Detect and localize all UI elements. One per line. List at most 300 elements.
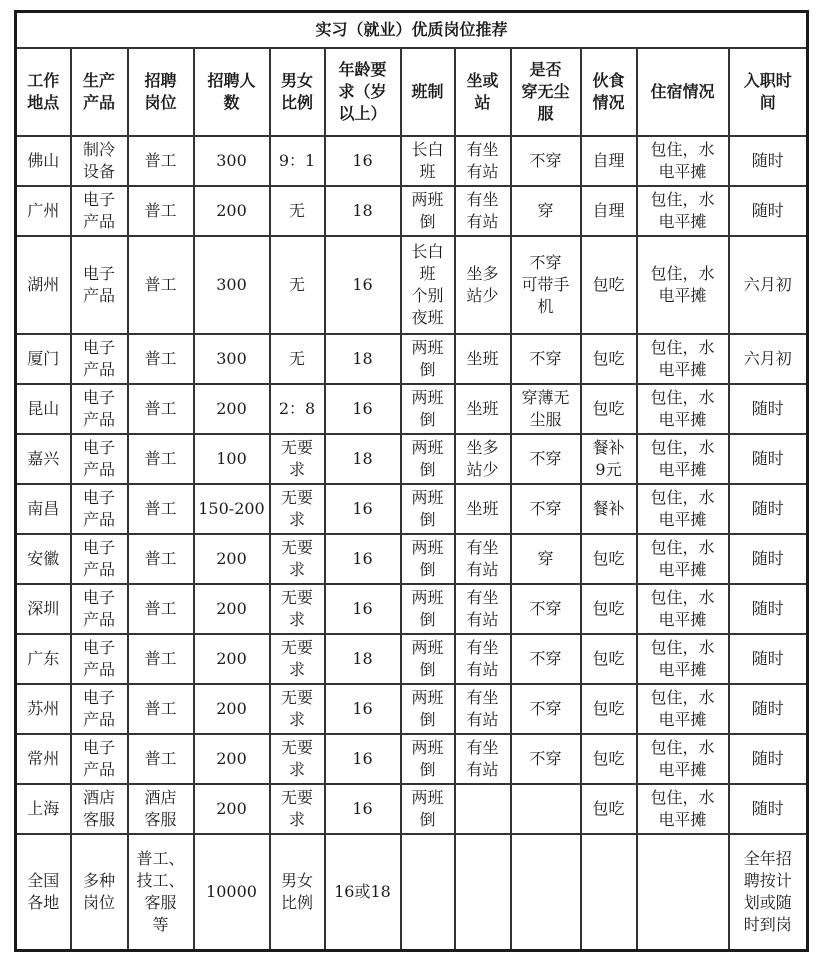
cell-value: 穿薄无 尘服 [521,388,570,429]
cell-value: 随时 [751,749,784,768]
cell-value: 100 [216,449,247,468]
cell-position [128,334,194,384]
cell-value: 300 [216,349,247,368]
cell-start-time [729,634,808,684]
cell-value: 200 [216,399,247,418]
cell-value: 多种 岗位 [82,871,115,912]
cell-product [71,584,128,634]
cell-value: 16 [352,151,373,170]
cell-product [71,484,128,534]
cell-value: 两班 倒 [411,538,444,579]
cell-gender-ratio [270,236,325,334]
cell-value: 两班 倒 [411,338,444,379]
cell-gender-ratio [270,634,325,684]
cell-value: 16 [352,499,373,518]
cell-value: 200 [216,749,247,768]
cell-housing [637,534,729,584]
cell-product [71,684,128,734]
cell-value: 坐班 [466,499,499,518]
cell-value: 18 [352,449,373,468]
cell-headcount [194,334,270,384]
cell-value: 电子 产品 [82,388,115,429]
cell-value: 包住，水 电平摊 [650,738,715,779]
table-title: 实习（就业）优质岗位推荐 [16,12,808,49]
cell-dustfree-suit [511,434,581,484]
cell-value: 电子 产品 [82,638,115,679]
cell-headcount [194,634,270,684]
cell-location [16,186,71,236]
cell-value: 电子 产品 [82,538,115,579]
cell-value: 两班 倒 [411,388,444,429]
cell-sit-stand [455,534,511,584]
cell-value: 电子 产品 [82,688,115,729]
cell-value: 两班 倒 [411,588,444,629]
header-label: 入职时 间 [743,71,792,112]
cell-value: 包住，水 电平摊 [650,638,715,679]
cell-location [16,634,71,684]
cell-value: 随时 [751,599,784,618]
cell-gender-ratio [270,784,325,834]
cell-value: 包住，水 电平摊 [650,190,715,231]
cell-value: 不穿 [529,499,562,518]
cell-value: 包住，水 电平摊 [650,488,715,529]
cell-sit-stand [455,334,511,384]
cell-location [16,434,71,484]
cell-meals [581,584,637,634]
cell-value: 普工 [144,549,177,568]
cell-value: 包吃 [592,399,625,418]
cell-housing [637,334,729,384]
cell-sit-stand [455,784,511,834]
cell-value: 嘉兴 [27,449,60,468]
cell-value: 常州 [27,749,60,768]
cell-meals [581,334,637,384]
cell-value: 坐班 [466,399,499,418]
cell-location [16,684,71,734]
cell-position [128,784,194,834]
cell-value: 包吃 [592,275,625,294]
cell-gender-ratio [270,484,325,534]
cell-start-time [729,734,808,784]
cell-location [16,484,71,534]
cell-value: 18 [352,349,373,368]
cell-gender-ratio [270,534,325,584]
cell-meals [581,734,637,784]
cell-location [16,734,71,784]
cell-value: 包吃 [592,599,625,618]
table-row [16,136,808,186]
cell-value: 普工 [144,399,177,418]
cell-value: 随时 [751,649,784,668]
cell-value: 包住，水 电平摊 [650,338,715,379]
table-row [16,684,808,734]
cell-meals [581,136,637,186]
table-row [16,334,808,384]
header-sit-stand [455,48,511,136]
cell-value: 佛山 [27,151,60,170]
cell-value: 200 [216,201,247,220]
cell-value: 广州 [27,201,60,220]
cell-meals [581,236,637,334]
cell-product [71,834,128,951]
cell-value: 电子 产品 [82,438,115,479]
cell-dustfree-suit [511,334,581,384]
cell-value: 普工 [144,275,177,294]
cell-headcount [194,734,270,784]
cell-gender-ratio [270,384,325,434]
cell-value: 16 [352,699,373,718]
table-row [16,784,808,834]
cell-value: 电子 产品 [82,264,115,305]
cell-value: 电子 产品 [82,190,115,231]
cell-location [16,384,71,434]
cell-value: 两班 倒 [411,788,444,829]
table-row [16,634,808,684]
cell-location [16,584,71,634]
cell-value: 2：8 [278,399,316,418]
cell-shift [401,534,455,584]
cell-product [71,784,128,834]
job-table [14,10,809,952]
cell-meals [581,186,637,236]
cell-value: 普工、 技工、 客服 等 [136,849,185,934]
header-label: 招聘人 数 [207,71,256,112]
cell-value: 坐班 [466,349,499,368]
cell-headcount [194,236,270,334]
cell-min-age [325,136,401,186]
cell-position [128,534,194,584]
cell-headcount [194,384,270,434]
cell-value: 两班 倒 [411,638,444,679]
cell-value: 有坐 有站 [466,190,499,231]
cell-value: 无要 求 [280,588,313,629]
header-product [71,48,128,136]
cell-dustfree-suit [511,634,581,684]
header-start-time [729,48,808,136]
cell-value: 包住，水 电平摊 [650,140,715,181]
cell-value: 餐补 9元 [592,438,625,479]
table-row [16,584,808,634]
cell-housing [637,634,729,684]
cell-shift [401,334,455,384]
cell-start-time [729,136,808,186]
cell-value: 普工 [144,151,177,170]
cell-start-time [729,534,808,584]
cell-sit-stand [455,634,511,684]
cell-start-time [729,484,808,534]
cell-headcount [194,784,270,834]
cell-sit-stand [455,186,511,236]
cell-value: 安徽 [27,549,60,568]
cell-value: 16 [352,399,373,418]
cell-value: 9：1 [278,151,316,170]
cell-housing [637,834,729,951]
cell-gender-ratio [270,434,325,484]
cell-value: 不穿 [529,749,562,768]
cell-dustfree-suit [511,136,581,186]
cell-position [128,584,194,634]
cell-value: 苏州 [27,699,60,718]
header-headcount [194,48,270,136]
cell-value: 普工 [144,599,177,618]
cell-value: 16 [352,275,373,294]
cell-position [128,834,194,951]
cell-shift [401,634,455,684]
header-label: 男女 比例 [280,71,313,112]
table-row [16,734,808,784]
cell-value: 包住，水 电平摊 [650,264,715,305]
cell-value: 普工 [144,649,177,668]
cell-position [128,384,194,434]
cell-value: 16 [352,599,373,618]
cell-value: 长白 班 [411,140,444,181]
cell-value: 不穿 [529,449,562,468]
cell-meals [581,784,637,834]
cell-shift [401,484,455,534]
cell-gender-ratio [270,834,325,951]
cell-value: 无要 求 [280,488,313,529]
cell-housing [637,784,729,834]
header-meals [581,48,637,136]
cell-value: 包住，水 电平摊 [650,688,715,729]
cell-value: 16 [352,749,373,768]
cell-value: 有坐 有站 [466,688,499,729]
cell-dustfree-suit [511,834,581,951]
cell-headcount [194,434,270,484]
cell-value: 全国 各地 [27,871,60,912]
header-position [128,48,194,136]
cell-product [71,334,128,384]
cell-headcount [194,186,270,236]
cell-dustfree-suit [511,534,581,584]
header-location [16,48,71,136]
cell-value: 16 [352,799,373,818]
cell-value: 随时 [751,151,784,170]
cell-shift [401,136,455,186]
cell-value: 包吃 [592,749,625,768]
cell-value: 200 [216,649,247,668]
cell-min-age [325,384,401,434]
cell-value: 无要 求 [280,538,313,579]
title-row [16,12,808,49]
cell-value: 包吃 [592,699,625,718]
cell-value: 包住，水 电平摊 [650,588,715,629]
cell-value: 无 [288,201,305,220]
cell-min-age [325,434,401,484]
cell-min-age [325,584,401,634]
cell-min-age [325,334,401,384]
cell-start-time [729,434,808,484]
cell-value: 无要 求 [280,738,313,779]
cell-headcount [194,136,270,186]
cell-sit-stand [455,684,511,734]
cell-value: 随时 [751,699,784,718]
cell-value: 随时 [751,399,784,418]
cell-value: 酒店 客服 [82,788,115,829]
cell-value: 厦门 [27,349,60,368]
cell-value: 深圳 [27,599,60,618]
cell-position [128,434,194,484]
cell-value: 随时 [751,201,784,220]
header-label: 年龄要 求（岁 以上） [338,60,387,123]
cell-value: 200 [216,599,247,618]
cell-value: 无要 求 [280,788,313,829]
cell-meals [581,634,637,684]
table-row [16,534,808,584]
cell-value: 电子 产品 [82,338,115,379]
cell-value: 随时 [751,549,784,568]
header-label: 伙食 情况 [592,71,625,112]
cell-value: 自理 [592,201,625,220]
cell-gender-ratio [270,734,325,784]
cell-gender-ratio [270,136,325,186]
cell-value: 不穿 [529,349,562,368]
cell-value: 16 [352,549,373,568]
cell-value: 坐多 站少 [466,438,499,479]
cell-position [128,136,194,186]
cell-start-time [729,584,808,634]
header-row [16,48,808,136]
cell-value: 自理 [592,151,625,170]
cell-value: 随时 [751,799,784,818]
cell-meals [581,534,637,584]
cell-value: 普工 [144,449,177,468]
cell-min-age [325,186,401,236]
cell-value: 无要 求 [280,688,313,729]
cell-headcount [194,684,270,734]
cell-value: 昆山 [27,399,60,418]
cell-dustfree-suit [511,784,581,834]
cell-value: 300 [216,151,247,170]
cell-min-age [325,534,401,584]
cell-shift [401,186,455,236]
cell-value: 普工 [144,699,177,718]
cell-value: 包吃 [592,349,625,368]
cell-value: 电子 产品 [82,488,115,529]
cell-meals [581,434,637,484]
cell-value: 无要 求 [280,638,313,679]
cell-value: 18 [352,649,373,668]
table-row [16,434,808,484]
cell-value: 有坐 有站 [466,738,499,779]
cell-dustfree-suit [511,384,581,434]
cell-value: 男女 比例 [280,871,313,912]
cell-product [71,186,128,236]
cell-housing [637,384,729,434]
cell-value: 有坐 有站 [466,538,499,579]
cell-position [128,684,194,734]
cell-dustfree-suit [511,484,581,534]
cell-product [71,236,128,334]
cell-value: 无 [288,349,305,368]
cell-value: 无要 求 [280,438,313,479]
cell-value: 200 [216,699,247,718]
cell-meals [581,684,637,734]
cell-housing [637,186,729,236]
cell-sit-stand [455,484,511,534]
cell-value: 不穿 可带手 机 [521,253,570,316]
cell-value: 穿 [537,201,554,220]
header-dustfree-suit [511,48,581,136]
cell-dustfree-suit [511,186,581,236]
cell-value: 两班 倒 [411,190,444,231]
cell-value: 普工 [144,201,177,220]
cell-value: 18 [352,201,373,220]
cell-value: 电子 产品 [82,588,115,629]
cell-min-age [325,236,401,334]
cell-shift [401,784,455,834]
header-min-age [325,48,401,136]
cell-headcount [194,534,270,584]
cell-housing [637,434,729,484]
cell-min-age [325,784,401,834]
cell-position [128,734,194,784]
header-label: 坐或 站 [466,71,499,112]
cell-start-time [729,384,808,434]
cell-value: 六月初 [743,349,792,368]
cell-sit-stand [455,384,511,434]
cell-location [16,136,71,186]
cell-housing [637,484,729,534]
cell-value: 150-200 [198,499,265,518]
cell-start-time [729,186,808,236]
cell-min-age [325,834,401,951]
cell-value: 包吃 [592,799,625,818]
cell-meals [581,834,637,951]
cell-meals [581,384,637,434]
cell-start-time [729,834,808,951]
cell-sit-stand [455,434,511,484]
cell-housing [637,684,729,734]
cell-value: 两班 倒 [411,488,444,529]
cell-value: 两班 倒 [411,688,444,729]
cell-product [71,734,128,784]
cell-headcount [194,484,270,534]
cell-location [16,534,71,584]
cell-housing [637,734,729,784]
cell-gender-ratio [270,584,325,634]
cell-shift [401,584,455,634]
cell-location [16,334,71,384]
cell-position [128,634,194,684]
cell-location [16,834,71,951]
cell-value: 酒店 客服 [144,788,177,829]
cell-value: 有坐 有站 [466,638,499,679]
cell-product [71,434,128,484]
cell-product [71,136,128,186]
table-row [16,484,808,534]
cell-shift [401,236,455,334]
cell-value: 随时 [751,499,784,518]
cell-sit-stand [455,584,511,634]
cell-gender-ratio [270,334,325,384]
table-body [16,136,808,951]
cell-sit-stand [455,236,511,334]
cell-shift [401,384,455,434]
cell-value: 不穿 [529,649,562,668]
cell-value: 10000 [206,882,257,901]
recruitment-sheet [14,10,806,947]
cell-housing [637,236,729,334]
cell-dustfree-suit [511,734,581,784]
cell-value: 不穿 [529,151,562,170]
cell-headcount [194,834,270,951]
cell-shift [401,684,455,734]
cell-housing [637,584,729,634]
cell-value: 广东 [27,649,60,668]
cell-value: 包住，水 电平摊 [650,788,715,829]
cell-value: 300 [216,275,247,294]
